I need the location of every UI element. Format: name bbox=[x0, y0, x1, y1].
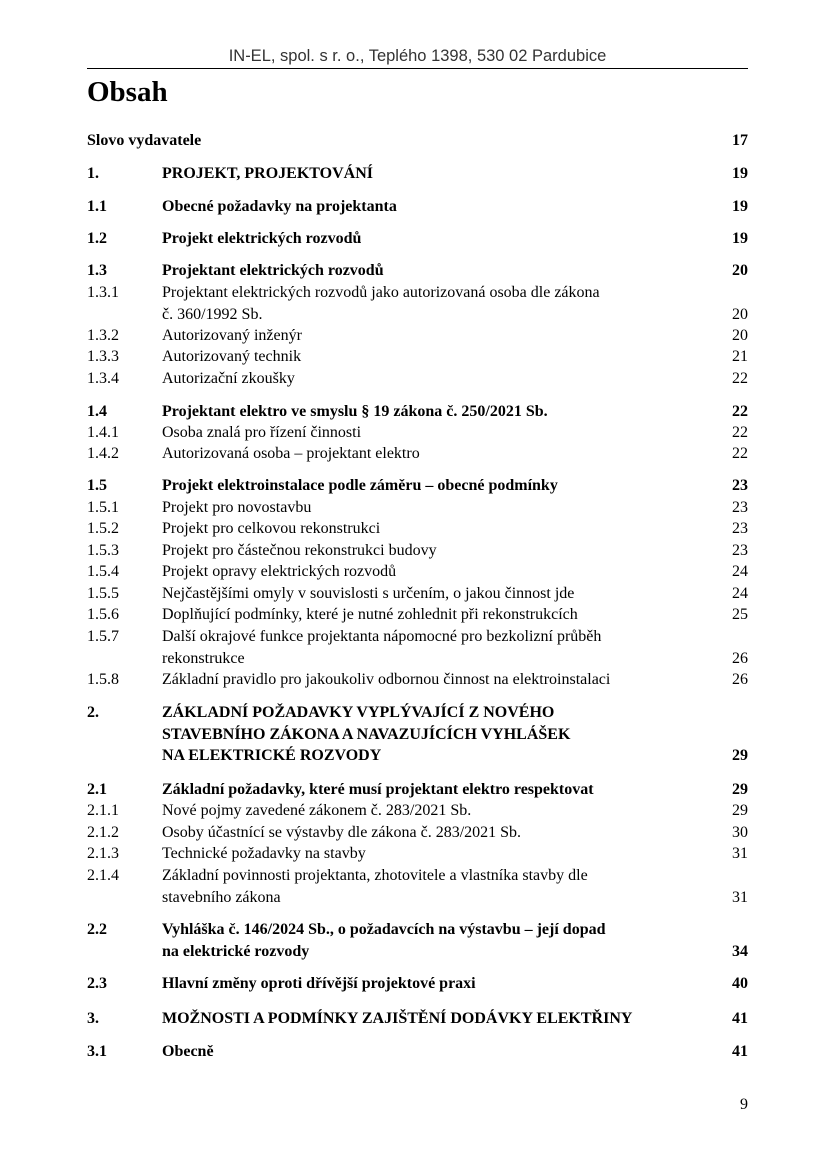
toc-entry-title bbox=[162, 325, 702, 347]
toc-entry-number: 3. bbox=[87, 1010, 99, 1027]
toc-entry-title-line: Projekt pro částečnou rekonstrukci budovy bbox=[162, 542, 437, 559]
toc-entry-title bbox=[162, 865, 702, 908]
toc-entry-title bbox=[162, 368, 702, 390]
toc-entry-number: 1.3.3 bbox=[87, 348, 119, 365]
toc-entry-number: 1.5.5 bbox=[87, 585, 119, 602]
toc-entry-title bbox=[162, 163, 702, 185]
toc-entry-page: 30 bbox=[732, 824, 748, 841]
toc-entry bbox=[87, 497, 748, 519]
toc-entry bbox=[87, 228, 748, 250]
toc-entry-title bbox=[162, 779, 702, 801]
toc-entry-title bbox=[162, 1041, 702, 1063]
toc-entry-number: 1.4.2 bbox=[87, 445, 119, 462]
toc-entry bbox=[87, 325, 748, 347]
toc-entry bbox=[87, 1008, 748, 1030]
toc-entry-number: 1.3.1 bbox=[87, 284, 119, 301]
toc-entry-title-line: NA ELEKTRICKÉ ROZVODY bbox=[162, 747, 382, 764]
toc-entry-title bbox=[162, 401, 702, 423]
toc-entry-title bbox=[162, 346, 702, 368]
toc-entry-title-line: Základní povinnosti projektanta, zhotovitele a vlastníka stavby dle bbox=[162, 867, 588, 884]
toc-entry-page: 20 bbox=[732, 305, 748, 323]
toc-entry bbox=[87, 919, 748, 962]
toc-entry bbox=[87, 822, 748, 844]
toc-entry bbox=[87, 401, 748, 423]
toc-entry-page: 22 bbox=[732, 403, 748, 420]
toc-entry bbox=[87, 561, 748, 583]
toc-entry bbox=[87, 196, 748, 218]
toc-entry-page: 17 bbox=[732, 132, 748, 149]
toc-entry-title-line: Hlavní změny oproti dřívější projektové praxi bbox=[162, 975, 476, 992]
toc-entry-title bbox=[162, 800, 702, 822]
toc-entry-page: 24 bbox=[732, 585, 748, 602]
toc-entry-number: 1.4 bbox=[87, 403, 107, 420]
toc-entry-title-line: č. 360/1992 Sb. bbox=[162, 305, 263, 323]
toc-entry-page: 41 bbox=[732, 1043, 748, 1060]
toc-entry bbox=[87, 669, 748, 691]
page-title: Obsah bbox=[87, 76, 168, 108]
toc-entry-title-line: Vyhláška č. 146/2024 Sb., o požadavcích na výstavbu – její dopad bbox=[162, 921, 606, 938]
toc-entry bbox=[87, 163, 748, 185]
toc-entry bbox=[87, 260, 748, 282]
toc-entry-page: 34 bbox=[732, 942, 748, 960]
toc-entry-title-line: Osoby účastnící se výstavby dle zákona č. 283/2021 Sb. bbox=[162, 824, 522, 841]
toc-entry-title-line: MOŽNOSTI A PODMÍNKY ZAJIŠTĚNÍ DODÁVKY ELEKTŘINY bbox=[162, 1010, 633, 1027]
toc-entry-number: 1.2 bbox=[87, 230, 107, 247]
toc-entry-page: 23 bbox=[732, 520, 748, 537]
toc-entry-page: 19 bbox=[732, 198, 748, 215]
toc-entry-number: 2.1.2 bbox=[87, 824, 119, 841]
toc-entry-number: 1.5.1 bbox=[87, 499, 119, 516]
toc-entry-page: 20 bbox=[732, 327, 748, 344]
toc-entry-title-line: Základní požadavky, které musí projektant elektro respektovat bbox=[162, 781, 594, 798]
toc-entry bbox=[87, 282, 748, 325]
toc-entry-title bbox=[162, 196, 702, 218]
toc-entry-title-line: Nejčastějšími omyly v souvislosti s určením, o jakou činnost jde bbox=[162, 585, 575, 602]
toc-entry-title-line: na elektrické rozvody bbox=[162, 942, 310, 960]
toc-entry bbox=[87, 443, 748, 465]
toc-entry-title-line: stavebního zákona bbox=[162, 888, 281, 906]
toc-entry-title bbox=[162, 228, 702, 250]
toc-entry-title-line: Projektant elektrických rozvodů bbox=[162, 262, 384, 279]
toc-entry-title bbox=[162, 919, 702, 962]
toc-entry-page: 26 bbox=[732, 671, 748, 688]
toc-entry-number: 1.3.2 bbox=[87, 327, 119, 344]
toc-entry-number: 1.5.4 bbox=[87, 563, 119, 580]
toc-entry-number: 2. bbox=[87, 704, 99, 721]
toc-entry-title bbox=[162, 518, 702, 540]
toc-entry bbox=[87, 800, 748, 822]
toc-entry-title-line: Doplňující podmínky, které je nutné zohlednit při rekonstrukcích bbox=[162, 606, 578, 623]
toc-entry-title-line: Projekt elektrických rozvodů bbox=[162, 230, 362, 247]
toc-entry-title bbox=[162, 475, 702, 497]
toc-entry-title-line: Autorizovaný technik bbox=[162, 348, 302, 365]
toc-entry-number: 1.3.4 bbox=[87, 370, 119, 387]
toc-entry-title-line: Obecně bbox=[162, 1043, 214, 1060]
toc-entry-page: 23 bbox=[732, 477, 748, 494]
toc-entry-page: 23 bbox=[732, 499, 748, 516]
toc-entry-number: 2.3 bbox=[87, 975, 107, 992]
toc-entry-number: 2.1.1 bbox=[87, 802, 119, 819]
toc-entry-page: 29 bbox=[732, 802, 748, 819]
toc-entry bbox=[87, 422, 748, 444]
toc-entry-number: 2.2 bbox=[87, 921, 107, 938]
toc-entry-page: 19 bbox=[732, 165, 748, 182]
toc-entry-title-line: Projekt elektroinstalace podle záměru – obecné podmínky bbox=[162, 477, 558, 494]
toc-entry-page: 22 bbox=[732, 424, 748, 441]
toc-entry-page: 31 bbox=[732, 888, 748, 906]
toc-entry-number: 1.5.7 bbox=[87, 628, 119, 645]
toc-entry-number: 1.5.3 bbox=[87, 542, 119, 559]
toc-entry-page: 21 bbox=[732, 348, 748, 365]
toc-entry-title-line: STAVEBNÍHO ZÁKONA A NAVAZUJÍCÍCH VYHLÁŠEK bbox=[162, 725, 571, 743]
page-number: 9 bbox=[740, 1096, 748, 1113]
toc-entry-page: 22 bbox=[732, 370, 748, 387]
toc-entry-number: 2.1.4 bbox=[87, 867, 119, 884]
toc-entry-title-line: PROJEKT, PROJEKTOVÁNÍ bbox=[162, 165, 373, 182]
toc-entry-title bbox=[162, 973, 702, 995]
toc-entry-title-line: Technické požadavky na stavby bbox=[162, 845, 366, 862]
toc-entry-page: 41 bbox=[732, 1010, 748, 1027]
toc-entry-page: 22 bbox=[732, 445, 748, 462]
toc-entry bbox=[87, 540, 748, 562]
toc-entry-title-line: Projektant elektrických rozvodů jako autorizovaná osoba dle zákona bbox=[162, 284, 600, 301]
toc-entry bbox=[87, 779, 748, 801]
toc-entry-number: 1.5.2 bbox=[87, 520, 119, 537]
toc-entry-title bbox=[162, 540, 702, 562]
toc-entry bbox=[87, 843, 748, 865]
toc-entry-page: 31 bbox=[732, 845, 748, 862]
toc-entry-page: 40 bbox=[732, 975, 748, 992]
toc-entry-number: Slovo vydavatele bbox=[87, 132, 202, 149]
header-rule bbox=[87, 68, 748, 69]
toc-entry-page: 29 bbox=[732, 747, 748, 764]
toc-entry-number: 2.1.3 bbox=[87, 845, 119, 862]
toc-entry-title-line: Osoba znalá pro řízení činnosti bbox=[162, 424, 362, 441]
toc-entry-number: 3.1 bbox=[87, 1043, 107, 1060]
toc-entry-title bbox=[162, 443, 702, 465]
toc-entry-number: 1.5.8 bbox=[87, 671, 119, 688]
toc-entry bbox=[87, 583, 748, 605]
toc-entry-page: 23 bbox=[732, 542, 748, 559]
toc-entry-page: 19 bbox=[732, 230, 748, 247]
toc-entry-title bbox=[162, 282, 702, 325]
toc-entry-title bbox=[162, 497, 702, 519]
toc-entry-title bbox=[162, 822, 702, 844]
toc-entry-title-line: rekonstrukce bbox=[162, 649, 245, 667]
toc-entry-title-line: Další okrajové funkce projektanta nápomocné pro bezkolizní průběh bbox=[162, 628, 602, 645]
toc-entry-page: 24 bbox=[732, 563, 748, 580]
toc-entry-title-line: Autorizační zkoušky bbox=[162, 370, 295, 387]
toc-entry-title-line: Projekt pro celkovou rekonstrukci bbox=[162, 520, 381, 537]
toc-entry-title bbox=[162, 1008, 702, 1030]
toc-entry bbox=[87, 346, 748, 368]
toc-entry bbox=[87, 1041, 748, 1063]
toc-entry bbox=[87, 518, 748, 540]
toc-entry bbox=[87, 626, 748, 669]
toc-entry-number: 1.1 bbox=[87, 198, 107, 215]
running-header: IN-EL, spol. s r. o., Teplého 1398, 530 02 Pardubice bbox=[228, 47, 607, 65]
toc-entry-title-line: Autorizovaná osoba – projektant elektro bbox=[162, 445, 420, 462]
toc-entry-title bbox=[162, 422, 702, 444]
toc-entry-title bbox=[162, 843, 702, 865]
toc-entry-number: 1.5.6 bbox=[87, 606, 119, 623]
toc-entry bbox=[87, 368, 748, 390]
toc-entry-title-line: Nové pojmy zavedené zákonem č. 283/2021 Sb. bbox=[162, 802, 472, 819]
toc-entry-title bbox=[162, 260, 702, 282]
toc-entry-title bbox=[162, 583, 702, 605]
toc-entry-number: 1.3 bbox=[87, 262, 107, 279]
toc-entry bbox=[87, 865, 748, 908]
toc-entry bbox=[87, 973, 748, 995]
toc-entry-title-line: Obecné požadavky na projektanta bbox=[162, 198, 397, 215]
toc-entry-number: 2.1 bbox=[87, 781, 107, 798]
toc-entry-number: 1. bbox=[87, 165, 99, 182]
toc-entry-page: 20 bbox=[732, 262, 748, 279]
toc-entry-page: 25 bbox=[732, 606, 748, 623]
toc-entry bbox=[87, 130, 748, 152]
toc-entry-title bbox=[162, 669, 702, 691]
toc-entry-title bbox=[162, 626, 702, 669]
toc-entry-title bbox=[162, 702, 702, 767]
toc-entry-title-line: Základní pravidlo pro jakoukoliv odbornou činnost na elektroinstalaci bbox=[162, 671, 611, 688]
toc-entry bbox=[87, 702, 748, 767]
toc-entry-page: 26 bbox=[732, 649, 748, 667]
toc-entry bbox=[87, 604, 748, 626]
toc-entry-title-line: Autorizovaný inženýr bbox=[162, 327, 302, 344]
toc-entry-number: 1.5 bbox=[87, 477, 107, 494]
toc-entry bbox=[87, 475, 748, 497]
toc-entry-title-line: Projektant elektro ve smyslu § 19 zákona č. 250/2021 Sb. bbox=[162, 403, 548, 420]
toc-entry-title-line: Projekt opravy elektrických rozvodů bbox=[162, 563, 397, 580]
toc-entry-title-line: Projekt pro novostavbu bbox=[162, 499, 312, 516]
toc-entry-title-line: ZÁKLADNÍ POŽADAVKY VYPLÝVAJÍCÍ Z NOVÉHO bbox=[162, 704, 555, 721]
toc-entry-title bbox=[162, 561, 702, 583]
toc-entry-page: 29 bbox=[732, 781, 748, 798]
toc-entry-title bbox=[162, 604, 702, 626]
toc-entry-number: 1.4.1 bbox=[87, 424, 119, 441]
